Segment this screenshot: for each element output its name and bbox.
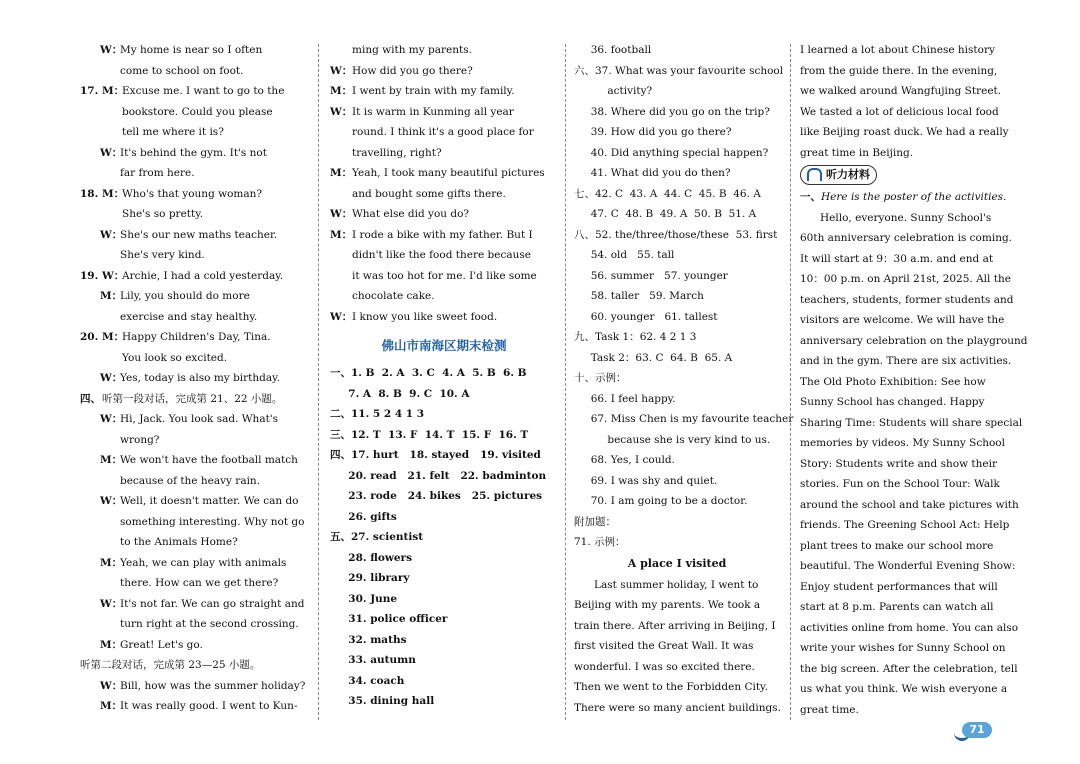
column-divider-2	[565, 44, 566, 720]
text-line: Great! Let's go.	[120, 638, 203, 651]
answer-row: 六、37. What was your favourite school	[574, 64, 784, 77]
dialogue-line	[80, 286, 308, 327]
answer-row: 20. read 21. felt 22. badminton	[330, 469, 547, 482]
speech-text	[122, 266, 308, 287]
passage-line: around the school and take pictures with	[800, 498, 1019, 511]
speech-text	[120, 491, 308, 553]
answer-row: 附加题：	[574, 515, 616, 528]
text-line: Archie, I had a cold yesterday.	[122, 269, 284, 282]
column-divider-1	[318, 44, 319, 720]
text-line: bookstore. Could you please	[122, 105, 273, 118]
answer-row: 一、1. B 2. A 3. C 4. A 5. B 6. B	[330, 367, 527, 379]
speech-text	[352, 81, 558, 102]
speech-text	[120, 286, 308, 327]
speech-text	[102, 389, 308, 410]
dialogue-line	[330, 307, 558, 328]
item-number: 17.	[80, 85, 99, 97]
dialogue-line	[330, 225, 558, 307]
speech-text	[122, 327, 308, 368]
speaker-label: W：	[100, 146, 123, 159]
answer-row: 54. old 55. tall	[574, 249, 675, 261]
text-line: I know you like sweet food.	[352, 310, 498, 323]
speech-text	[352, 61, 558, 82]
answer-row: 58. taller 59. March	[574, 290, 704, 302]
passage-line: write your wishes for Sunny School on	[800, 642, 1006, 654]
dialogue-continued	[330, 40, 558, 327]
page-number: 71	[962, 722, 992, 738]
speaker-label: M：	[100, 290, 123, 302]
answer-row: 41. What did you do then?	[574, 167, 731, 179]
text-line: She's so pretty.	[122, 208, 204, 220]
answer-row: 68. Yes, I could.	[574, 454, 675, 466]
answer-row: 32. maths	[330, 633, 407, 646]
text-line: I went by train with my family.	[352, 85, 515, 97]
essay-line: first visited the Great Wall. It was	[574, 640, 754, 652]
passage-line: 10：00 p.m. on April 21st, 2025. All the	[800, 273, 1011, 285]
speech-text	[120, 553, 308, 594]
speech-text	[352, 307, 558, 328]
speech-text	[122, 81, 308, 143]
exact-text-col1	[0, 0, 1, 1]
dialogue-line	[330, 40, 558, 61]
text-line: You look so excited.	[122, 351, 228, 364]
headphones-icon	[807, 168, 822, 181]
speech-text	[120, 143, 308, 184]
passage-line: activities online from home. You can also	[800, 621, 1019, 634]
essay-line: like Beijing roast duck. We had a really	[800, 126, 1009, 138]
speaker-label: M：	[330, 228, 353, 241]
text-line: Hi, Jack. You look sad. What's	[120, 413, 279, 425]
answer-row: 三、12. T 13. F 14. T 15. F 16. T	[330, 428, 529, 441]
speech-text	[120, 450, 308, 491]
dialogue-line	[80, 676, 308, 697]
page-number-badge	[954, 720, 992, 742]
text-line: Well, it doesn't matter. We can do	[120, 495, 299, 507]
dialogue-line	[330, 163, 558, 204]
answer-list	[330, 363, 558, 712]
passage-line: Hello, everyone. Sunny School's	[800, 211, 992, 224]
speaker-label: M：	[100, 638, 123, 651]
text-line: Yeah, I took many beautiful pictures	[352, 167, 545, 179]
speech-text	[352, 163, 558, 204]
column-2	[330, 40, 558, 726]
speech-text	[352, 102, 558, 164]
passage-line: anniversary celebration on the playground	[800, 334, 1028, 347]
speaker-label: M：	[102, 331, 125, 343]
passage-line: us what you think. We wish everyone a	[800, 683, 1008, 695]
answer-row: 70. I am going to be a doctor.	[574, 495, 748, 507]
text-line: Who's that young woman?	[122, 187, 263, 200]
passage-line: the big screen. After the celebration, tell	[800, 662, 1018, 675]
exam-section-heading: 佛山市南海区期末检测	[381, 338, 507, 353]
column-1-listening-transcript	[80, 40, 308, 726]
dialogue-line	[80, 696, 308, 717]
speaker-label: W：	[102, 269, 125, 282]
answer-row: 67. Miss Chen is my favourite teacher	[574, 413, 794, 425]
text-line: far from here.	[120, 167, 195, 179]
text-line: Happy Children's Day, Tina.	[122, 331, 271, 343]
text-line: My home is near so I often	[120, 44, 263, 56]
speaker-label: W：	[100, 597, 123, 610]
answer-row: 26. gifts	[330, 510, 397, 523]
passage-line: visitors are welcome. We will have the	[800, 314, 1005, 326]
passage-line: Story: Students write and show their	[800, 457, 997, 470]
answer-row: 八、52. the/three/those/these 53. first	[574, 228, 778, 241]
answer-row: 40. Did anything special happen?	[574, 146, 769, 159]
text-line: and bought some gifts there.	[352, 187, 506, 200]
passage-line: The Old Photo Exhibition: See how	[800, 375, 986, 388]
text-line: Lily, you should do more	[120, 290, 250, 302]
text-line: there. How can we get there?	[120, 577, 279, 589]
dialogue-line	[80, 594, 308, 635]
passage-line: Enjoy student performances that will	[800, 580, 998, 593]
text-line: didn't like the food there because	[352, 249, 531, 261]
dialogue-line	[80, 40, 308, 81]
column-4	[800, 40, 1028, 726]
speech-text	[122, 184, 308, 225]
speaker-label: M：	[100, 700, 123, 712]
essay-line: great time in Beijing.	[800, 146, 914, 159]
column-3	[574, 40, 794, 726]
speech-text	[120, 409, 308, 450]
text-line: 听第二段对话，完成第 23—25 小题。	[80, 659, 261, 671]
answer-row: 35. dining hall	[330, 695, 435, 707]
answer-row: 36. football	[574, 44, 652, 56]
answer-row: activity?	[574, 85, 653, 97]
dialogue-line	[80, 553, 308, 594]
answer-row: because she is very kind to us.	[574, 433, 771, 446]
text-line: We won't have the football match	[120, 454, 298, 466]
answer-row: 十、示例：	[574, 372, 627, 384]
text-line: She's very kind.	[120, 249, 205, 261]
badge-label: 听力材料	[826, 168, 870, 181]
text-line: How did you go there?	[352, 64, 473, 77]
sample-essay-continued	[800, 40, 1009, 163]
passage-line: Sharing Time: Students will share special	[800, 416, 1023, 429]
dialogue-line	[80, 655, 308, 676]
essay-line: we walked around Wangfujing Street.	[800, 85, 1002, 97]
speaker-label: W：	[330, 64, 353, 77]
answer-row: 29. library	[330, 572, 410, 584]
dialogue-line	[80, 184, 308, 225]
speaker-label: W：	[100, 413, 123, 425]
answer-row: 28. flowers	[330, 551, 413, 564]
dialogue-line	[80, 368, 308, 389]
speaker-label: W：	[100, 372, 123, 384]
speech-text	[120, 676, 308, 697]
item-number: 18.	[80, 187, 99, 200]
dialogue-line	[80, 266, 308, 287]
passage-line: memories by videos. My Sunny School	[800, 437, 1005, 449]
speech-text	[352, 225, 558, 307]
dialogue-line	[80, 409, 308, 450]
text-line: 听第一段对话，完成第 21、22 小题。	[102, 392, 283, 405]
section-title-text: Here is the poster of the activities.	[821, 191, 1007, 203]
speaker-label: W：	[100, 495, 123, 507]
text-line: wrong?	[120, 433, 160, 446]
speech-text	[120, 368, 308, 389]
item-number: 19.	[80, 269, 99, 282]
speech-text	[352, 204, 558, 225]
essay-line: There were so many ancient buildings.	[574, 701, 781, 714]
speaker-label: W：	[100, 679, 123, 692]
text-line: She's our new maths teacher.	[120, 228, 278, 241]
passage-line: 60th anniversary celebration is coming.	[800, 232, 1013, 244]
listening-section-title	[800, 187, 1006, 208]
essay-line: from the guide there. In the evening,	[800, 64, 998, 77]
dialogue-line	[330, 204, 558, 225]
text-line: Bill, how was the summer holiday?	[120, 679, 306, 692]
dialogue-line	[80, 491, 308, 553]
speaker-label: W：	[330, 105, 353, 118]
essay-line: wonderful. I was so excited there.	[574, 660, 755, 673]
text-line: round. I think it's a good place for	[352, 126, 534, 138]
speech-text	[120, 696, 308, 717]
column-divider-3	[790, 44, 791, 720]
passage-line: teachers, students, former students and	[800, 293, 1014, 306]
speech-text	[120, 594, 308, 635]
text-line: travelling, right?	[352, 146, 442, 159]
speaker-label: W：	[330, 310, 353, 323]
speaker-label: M：	[100, 556, 123, 569]
text-line: I rode a bike with my father. But I	[352, 228, 533, 241]
answer-row: 四、17. hurt 18. stayed 19. visited	[330, 449, 541, 461]
answer-row: 47. C 48. B 49. A 50. B 51. A	[574, 208, 757, 220]
text-line: Excuse me. I want to go to the	[122, 85, 285, 97]
text-line: tell me where it is?	[122, 126, 224, 138]
speaker-label: M：	[330, 167, 353, 179]
text-line: come to school on foot.	[120, 64, 244, 77]
text-line: it was too hot for me. I'd like some	[352, 269, 537, 282]
text-line: It is warm in Kunming all year	[352, 105, 514, 118]
listening-passage	[800, 208, 1028, 721]
exact-transcription	[0, 0, 1, 1]
passage-line: great time.	[800, 703, 859, 716]
dialogue-line	[330, 102, 558, 164]
passage-line: friends. The Greening School Act: Help	[800, 519, 1010, 531]
item-number: 20.	[80, 331, 99, 343]
sample-essay	[574, 575, 780, 719]
text-line: turn right at the second crossing.	[120, 618, 299, 630]
dialogue-line	[80, 81, 308, 143]
answer-row: 60. younger 61. tallest	[574, 310, 718, 323]
text-line: to the Animals Home?	[120, 536, 238, 548]
speaker-label: M：	[102, 187, 125, 200]
passage-line: Sunny School has changed. Happy	[800, 396, 985, 408]
answer-row: 23. rode 24. bikes 25. pictures	[330, 490, 543, 502]
text-line: What else did you do?	[352, 208, 470, 220]
answer-list-continued	[574, 40, 794, 553]
speaker-label: W：	[100, 44, 123, 56]
essay-line: train there. After arriving in Beijing, I	[574, 619, 776, 632]
answer-row: 56. summer 57. younger	[574, 269, 728, 282]
answer-row: 66. I feel happy.	[574, 392, 676, 405]
speech-text	[120, 40, 308, 81]
text-line: chocolate cake.	[352, 290, 435, 302]
passage-line: start at 8 p.m. Parents can watch all	[800, 601, 994, 613]
passage-line: It will start at 9：30 a.m. and end at	[800, 252, 994, 265]
speaker-label: M：	[102, 85, 125, 97]
dialogue-line	[80, 225, 308, 266]
speaker-label: W：	[330, 208, 353, 220]
speaker-label: M：	[100, 454, 123, 466]
answer-row: 九、Task 1：62. 4 2 1 3	[574, 331, 697, 343]
essay-line: Then we went to the Forbidden City.	[574, 681, 768, 693]
speech-text	[120, 635, 308, 656]
dialogue-line	[80, 143, 308, 184]
text-line: It's behind the gym. It's not	[120, 146, 267, 159]
text-line: something interesting. Why not go	[120, 515, 305, 528]
answer-row: 七、42. C 43. A 44. C 45. B 46. A	[574, 187, 761, 200]
answer-row: 71. 示例：	[574, 536, 626, 548]
answer-row: 34. coach	[330, 674, 405, 687]
speaker-label: W：	[100, 228, 123, 241]
essay-title: A place I visited	[627, 556, 727, 570]
text-line: Yes, today is also my birthday.	[120, 372, 281, 384]
answer-row: 33. autumn	[330, 654, 416, 666]
text-line: Yeah, we can play with animals	[120, 556, 287, 569]
text-line: It's not far. We can go straight and	[120, 597, 305, 610]
essay-line: Beijing with my parents. We took a	[574, 599, 761, 611]
item-number: 四、	[80, 392, 101, 405]
passage-line: plant trees to make our school more	[800, 539, 994, 552]
passage-line: stories. Fun on the School Tour: Walk	[800, 478, 1000, 490]
answer-row: 五、27. scientist	[330, 531, 424, 543]
dialogue-line	[330, 61, 558, 82]
dialogue-line	[80, 450, 308, 491]
essay-line: I learned a lot about Chinese history	[800, 44, 995, 56]
essay-line: We tasted a lot of delicious local food	[800, 105, 999, 118]
answer-row: Task 2：63. C 64. B 65. A	[574, 351, 733, 364]
speaker-label: M：	[330, 85, 353, 97]
answer-row: 31. police officer	[330, 613, 448, 625]
dialogue-line	[80, 635, 308, 656]
speech-text	[80, 655, 308, 676]
dialogue-line	[330, 81, 558, 102]
section-number: 一、	[800, 191, 821, 203]
essay-line: Last summer holiday, I went to	[574, 578, 759, 591]
dialogue-line	[80, 327, 308, 368]
text-line: It was really good. I went to Kun-	[120, 700, 298, 712]
listening-materials-badge	[800, 165, 877, 185]
text-line: because of the heavy rain.	[120, 474, 261, 487]
text-line: exercise and stay healthy.	[120, 310, 258, 323]
answer-row: 38. Where did you go on the trip?	[574, 105, 770, 118]
dialogue-line	[80, 389, 308, 410]
text-line: ming with my parents.	[352, 44, 472, 56]
passage-line: and in the gym. There are six activities.	[800, 355, 1012, 367]
answer-row: 7. A 8. B 9. C 10. A	[330, 387, 470, 400]
answer-row: 39. How did you go there?	[574, 126, 732, 138]
answer-row: 二、11. 5 2 4 1 3	[330, 408, 425, 420]
speech-text	[120, 225, 308, 266]
answer-row: 30. June	[330, 592, 398, 605]
answer-row: 69. I was shy and quiet.	[574, 474, 718, 487]
passage-line: beautiful. The Wonderful Evening Show:	[800, 560, 1016, 572]
speech-text	[352, 40, 558, 61]
